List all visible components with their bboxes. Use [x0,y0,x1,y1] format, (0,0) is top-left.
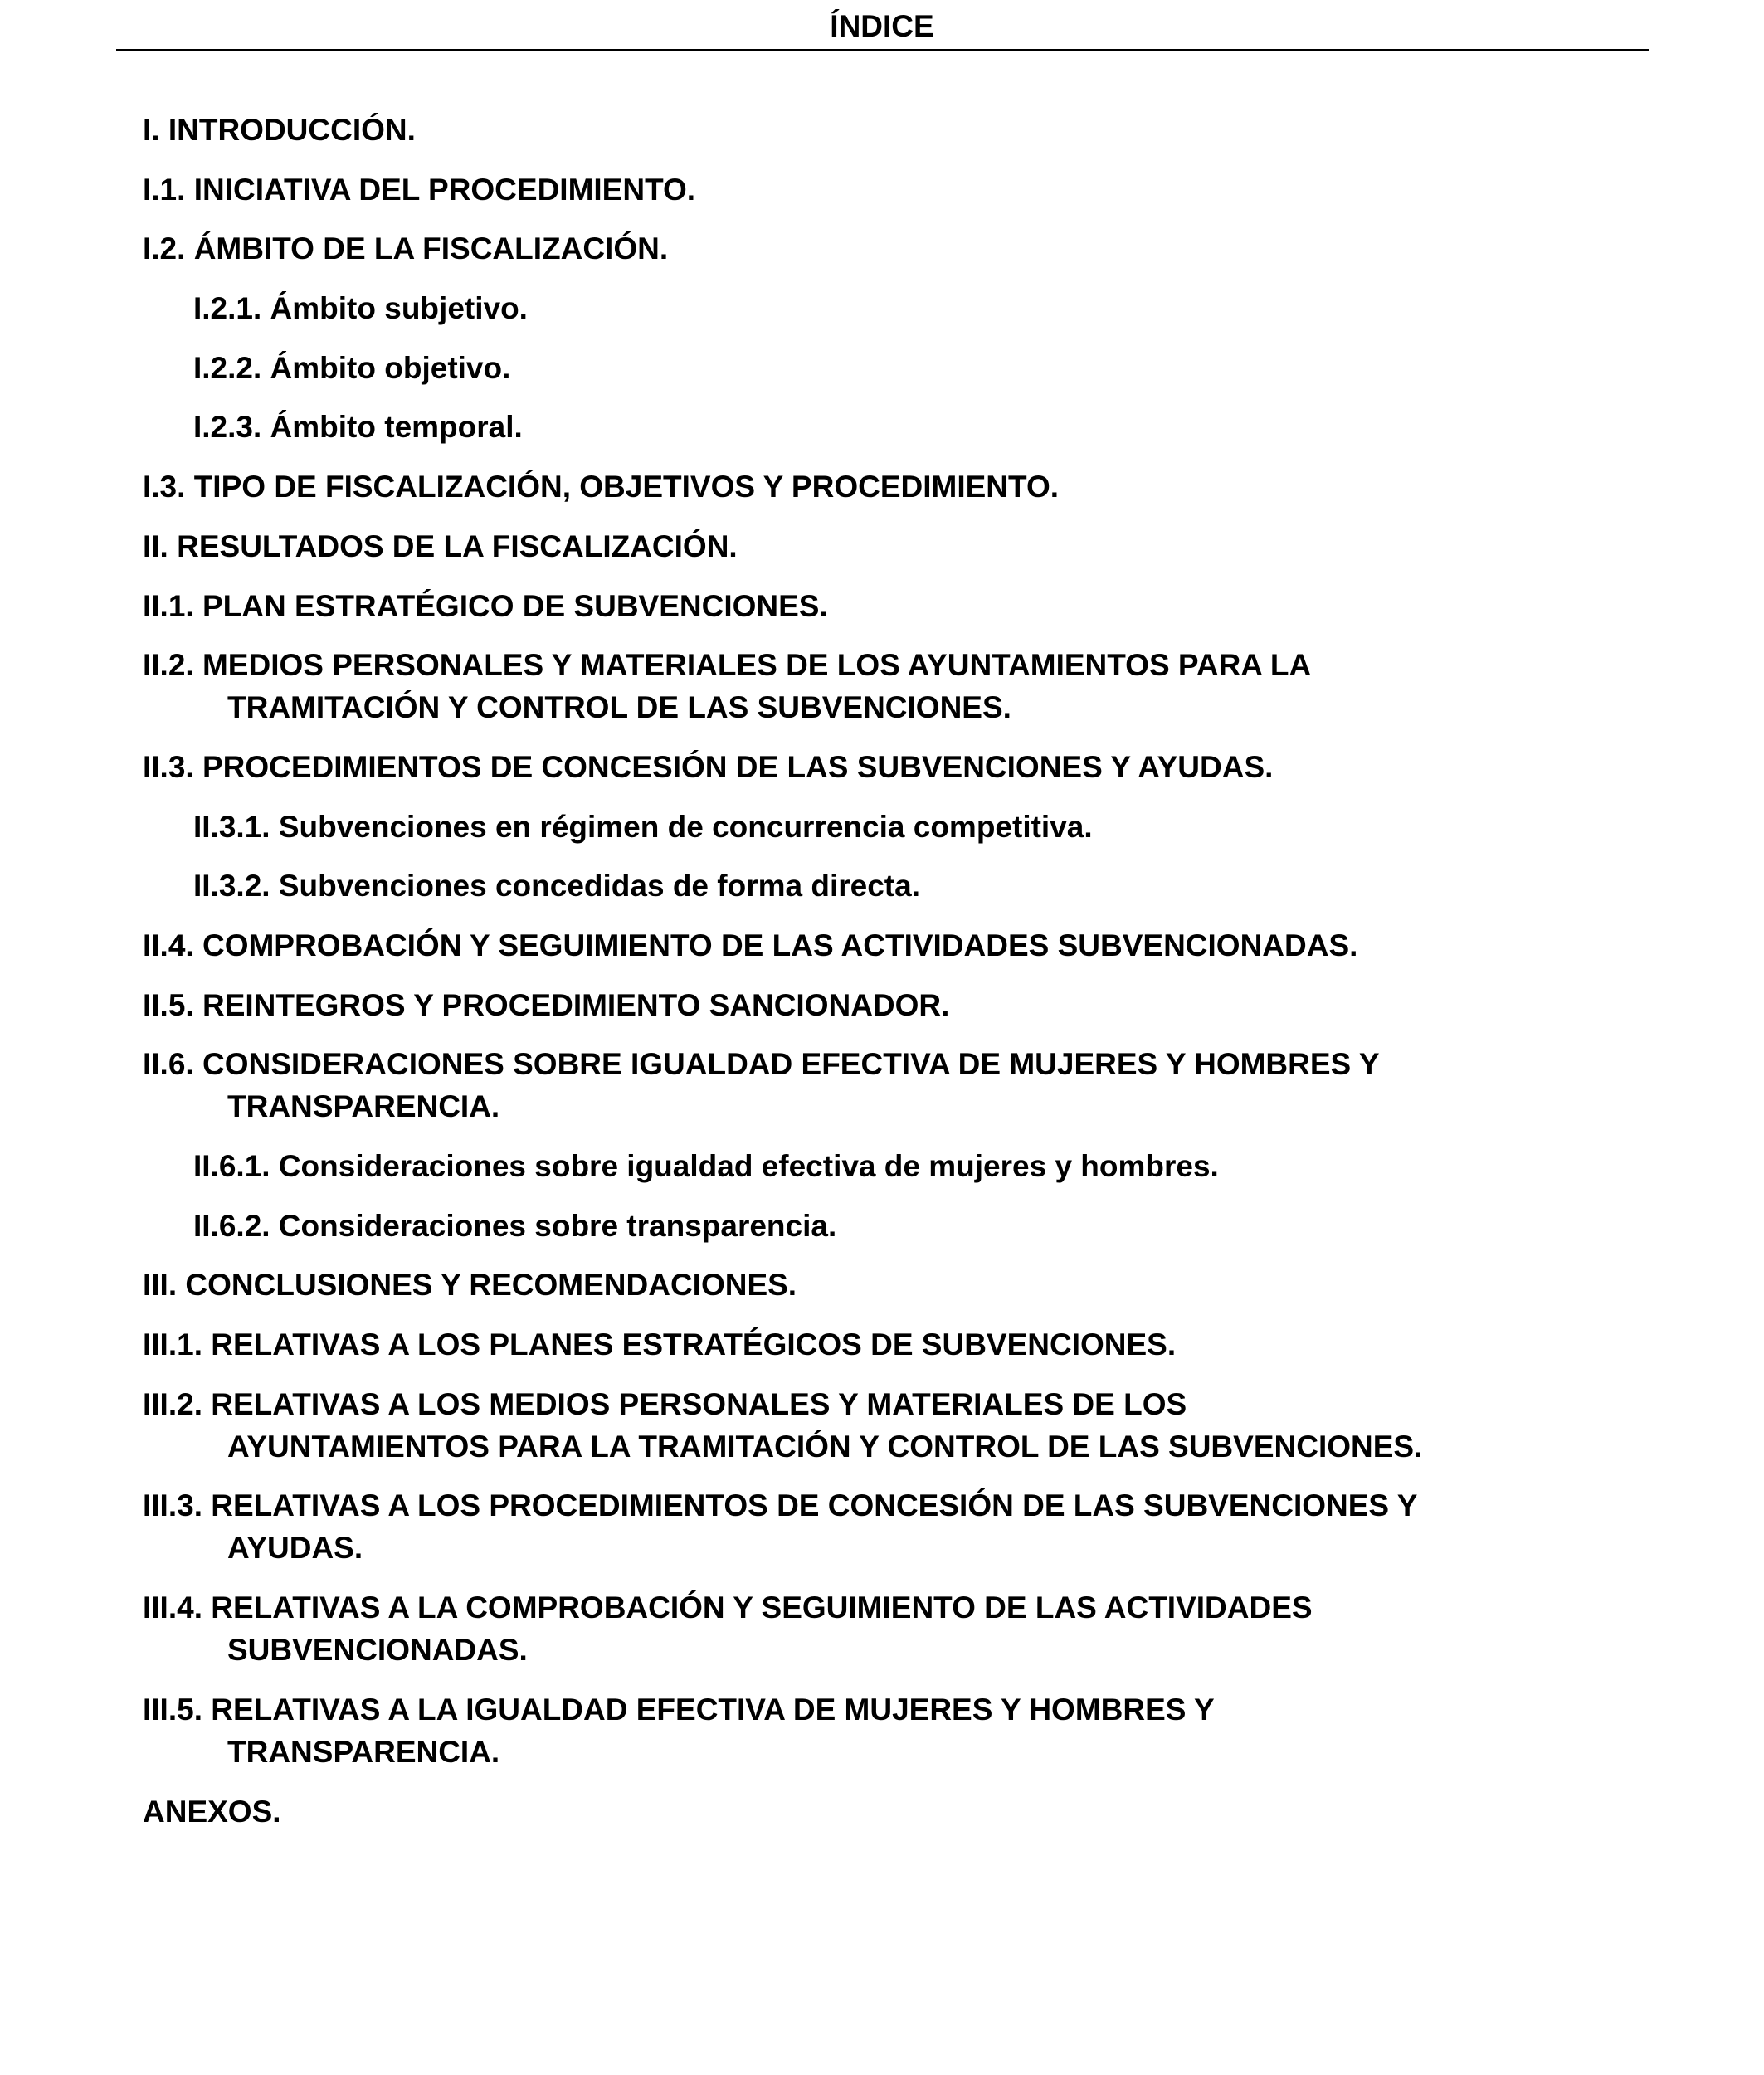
toc-entry-label: I.1. INICIATIVA DEL PROCEDIMIENTO. [143,172,696,207]
toc-entry-label-continued: SUBVENCIONADAS. [227,1633,528,1668]
toc-entry-label: II.6. CONSIDERACIONES SOBRE IGUALDAD EFECTIVA DE MUJERES Y HOMBRES Y [143,1047,1380,1082]
toc-entry-label-continued: TRANSPARENCIA. [227,1089,500,1124]
toc-entry-label: II.5. REINTEGROS Y PROCEDIMIENTO SANCIONADOR. [143,987,950,1022]
toc-subentry[interactable] [143,1205,1719,1247]
toc-entry-label-continued: AYUNTAMIENTOS PARA LA TRAMITACIÓN Y CONTROL DE LAS SUBVENCIONES. [227,1429,1423,1464]
toc-subentry[interactable] [143,865,1719,907]
toc-entry-label: II.3. PROCEDIMIENTOS DE CONCESIÓN DE LAS SUBVENCIONES Y AYUDAS. [143,749,1274,784]
toc-entry-label: ANEXOS. [143,1794,281,1829]
toc-entry-label: I.2.2. Ámbito objetivo. [193,350,511,385]
toc-entry-label: III.2. RELATIVAS A LOS MEDIOS PERSONALES Y MATERIALES DE LOS [143,1386,1187,1421]
toc-entry[interactable] [143,644,1719,728]
toc-entry-label: II.6.2. Consideraciones sobre transparencia. [193,1208,837,1243]
toc-entry[interactable] [143,1383,1719,1468]
toc-entry[interactable] [143,109,1719,151]
toc-entry-label: II.6.1. Consideraciones sobre igualdad efectiva de mujeres y hombres. [193,1149,1219,1183]
toc-entry[interactable] [143,465,1719,508]
toc-entry-label: II.3.2. Subvenciones concedidas de forma directa. [193,869,920,904]
toc-entry[interactable] [143,984,1719,1026]
toc-entry-label: II.3.1. Subvenciones en régimen de concurrencia competitiva. [193,809,1093,844]
toc-entry-label: III.3. RELATIVAS A LOS PROCEDIMIENTOS DE CONCESIÓN DE LAS SUBVENCIONES Y [143,1488,1418,1523]
toc-subentry[interactable] [143,406,1719,448]
toc-entry-label: III. CONCLUSIONES Y RECOMENDACIONES. [143,1268,797,1303]
toc-entry-label: III.4. RELATIVAS A LA COMPROBACIÓN Y SEGUIMIENTO DE LAS ACTIVIDADES [143,1590,1313,1625]
toc-entry[interactable] [143,1790,1719,1833]
toc-entry-label-continued: AYUDAS. [227,1531,363,1566]
toc-subentry[interactable] [143,347,1719,389]
toc-entry[interactable] [143,585,1719,627]
toc-entry-label: I.2.3. Ámbito temporal. [193,410,523,445]
toc-entry[interactable] [143,1688,1719,1773]
toc-entry-label: I.2. ÁMBITO DE LA FISCALIZACIÓN. [143,231,669,266]
toc-entry-label: I.3. TIPO DE FISCALIZACIÓN, OBJETIVOS Y PROCEDIMIENTO. [143,470,1060,504]
toc-entry[interactable] [143,924,1719,967]
toc-entry[interactable] [143,1586,1719,1671]
toc-entry[interactable] [143,1043,1719,1128]
title-divider [116,49,1649,51]
toc-entry[interactable] [143,525,1719,567]
toc-entry[interactable] [143,1264,1719,1306]
toc-subentry[interactable] [143,1145,1719,1187]
toc-entry[interactable] [143,746,1719,788]
toc-entry[interactable] [143,227,1719,270]
toc-entry-label: I.2.1. Ámbito subjetivo. [193,291,528,326]
toc-entry[interactable] [143,1323,1719,1366]
toc-entry-label: II.4. COMPROBACIÓN Y SEGUIMIENTO DE LAS ACTIVIDADES SUBVENCIONADAS. [143,928,1358,962]
toc-entry-label: III.5. RELATIVAS A LA IGUALDAD EFECTIVA DE MUJERES Y HOMBRES Y [143,1692,1215,1727]
toc-entry-label: II.2. MEDIOS PERSONALES Y MATERIALES DE LOS AYUNTAMIENTOS PARA LA [143,648,1312,683]
toc-entry-label: II.1. PLAN ESTRATÉGICO DE SUBVENCIONES. [143,588,828,623]
toc-subentry[interactable] [143,806,1719,848]
page-title: ÍNDICE [830,9,934,43]
toc-subentry[interactable] [143,287,1719,329]
toc-entry[interactable] [143,168,1719,211]
toc-entry[interactable] [143,1484,1719,1569]
toc-entry-label-continued: TRAMITACIÓN Y CONTROL DE LAS SUBVENCIONES. [227,690,1011,725]
toc-entry-label: II. RESULTADOS DE LA FISCALIZACIÓN. [143,528,738,563]
toc-entry-label: I. INTRODUCCIÓN. [143,113,416,147]
toc-entry-label: III.1. RELATIVAS A LOS PLANES ESTRATÉGICOS DE SUBVENCIONES. [143,1327,1177,1362]
table-of-contents [143,109,1719,1849]
toc-entry-label-continued: TRANSPARENCIA. [227,1734,500,1769]
